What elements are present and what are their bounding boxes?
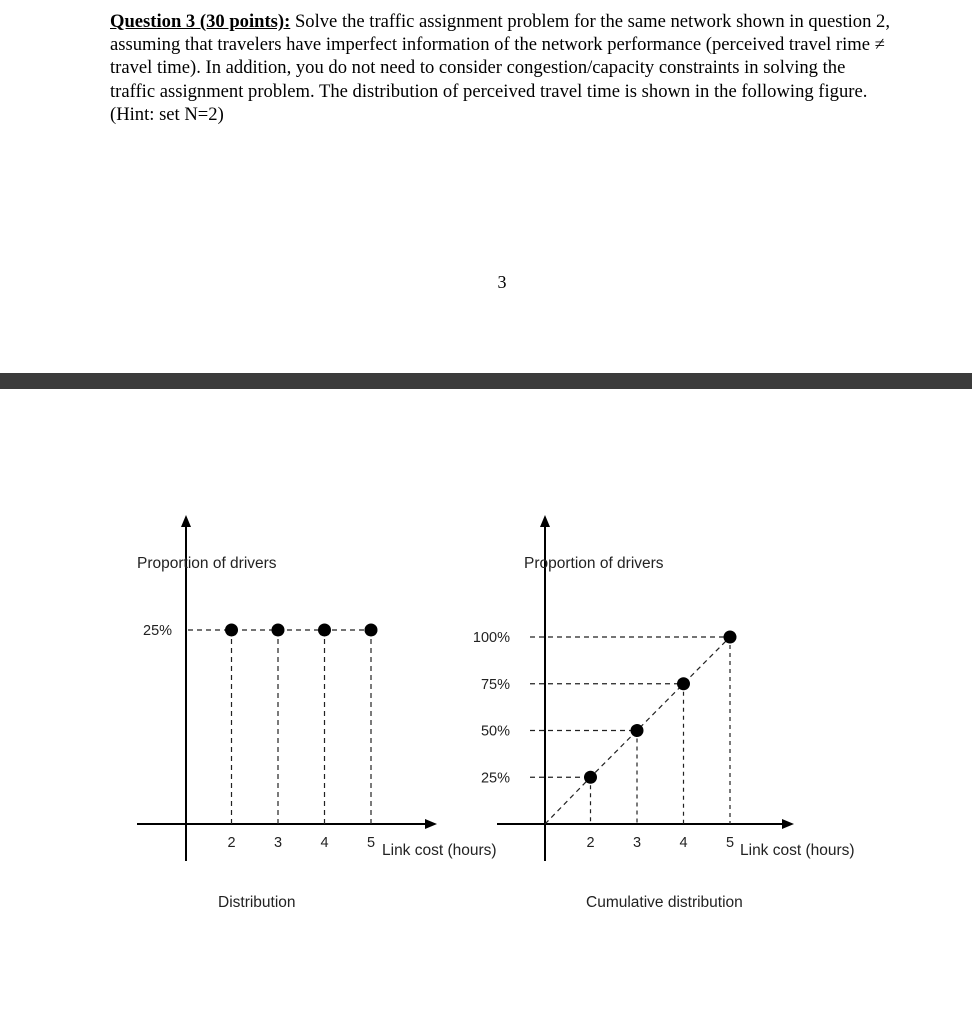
figure bbox=[0, 389, 972, 1024]
xtick-label: 2 bbox=[586, 835, 595, 851]
guide-lines bbox=[530, 637, 730, 824]
xtick-label: 5 bbox=[366, 835, 376, 851]
question-text bbox=[110, 10, 890, 126]
ytick-label: 25% bbox=[143, 623, 173, 639]
x-axis-label: Link cost (hours) bbox=[740, 842, 855, 859]
distribution-chart bbox=[137, 515, 497, 911]
x-axis-arrow bbox=[425, 819, 437, 829]
data-point bbox=[724, 631, 737, 644]
xtick-label: 3 bbox=[273, 835, 283, 851]
data-point bbox=[225, 624, 238, 637]
question-heading: Question 3 (30 points): bbox=[110, 11, 291, 32]
y-axis-label: Proportion of drivers bbox=[524, 555, 664, 572]
question-body: Solve the traffic assignment problem for the same network shown in question 2, assuming that travelers have imperfect information of the network performance (perceived travel rime ≠ travel time). In addition, you do not need to consider congestion/capacity constraints in solving the traffic assignment problem. The distribution of perceived travel time is shown in the following figure. (Hint: set N=2) bbox=[110, 11, 890, 125]
x-axis-arrow bbox=[782, 819, 794, 829]
page-divider bbox=[0, 373, 972, 389]
ytick-labels bbox=[473, 630, 510, 786]
xtick-labels bbox=[586, 835, 734, 851]
xtick-label: 4 bbox=[320, 835, 329, 851]
data-point bbox=[272, 624, 285, 637]
xtick-labels bbox=[227, 835, 375, 851]
data-point bbox=[677, 677, 690, 690]
ytick-labels bbox=[143, 623, 172, 639]
x-axis-label: Link cost (hours) bbox=[382, 842, 497, 859]
ytick-label: 50% bbox=[480, 723, 510, 740]
data-point bbox=[365, 624, 378, 637]
guide-lines bbox=[188, 630, 371, 824]
y-axis-arrow bbox=[540, 515, 550, 527]
ytick-label: 100% bbox=[472, 630, 510, 646]
ytick-label: 75% bbox=[480, 676, 510, 693]
data-point bbox=[584, 771, 597, 784]
page-number: 3 bbox=[497, 272, 507, 292]
chart-title: Cumulative distribution bbox=[586, 894, 743, 911]
xtick-label: 5 bbox=[725, 835, 735, 851]
chart-title: Distribution bbox=[218, 894, 296, 911]
ytick-label: 25% bbox=[480, 770, 510, 787]
data-point bbox=[318, 624, 331, 637]
xtick-label: 4 bbox=[679, 835, 688, 851]
cumulative-distribution-chart bbox=[473, 515, 855, 911]
y-axis-label: Proportion of drivers bbox=[137, 555, 277, 572]
data-point bbox=[631, 724, 644, 737]
xtick-label: 3 bbox=[632, 835, 642, 851]
xtick-label: 2 bbox=[227, 835, 236, 851]
y-axis-arrow bbox=[181, 515, 191, 527]
